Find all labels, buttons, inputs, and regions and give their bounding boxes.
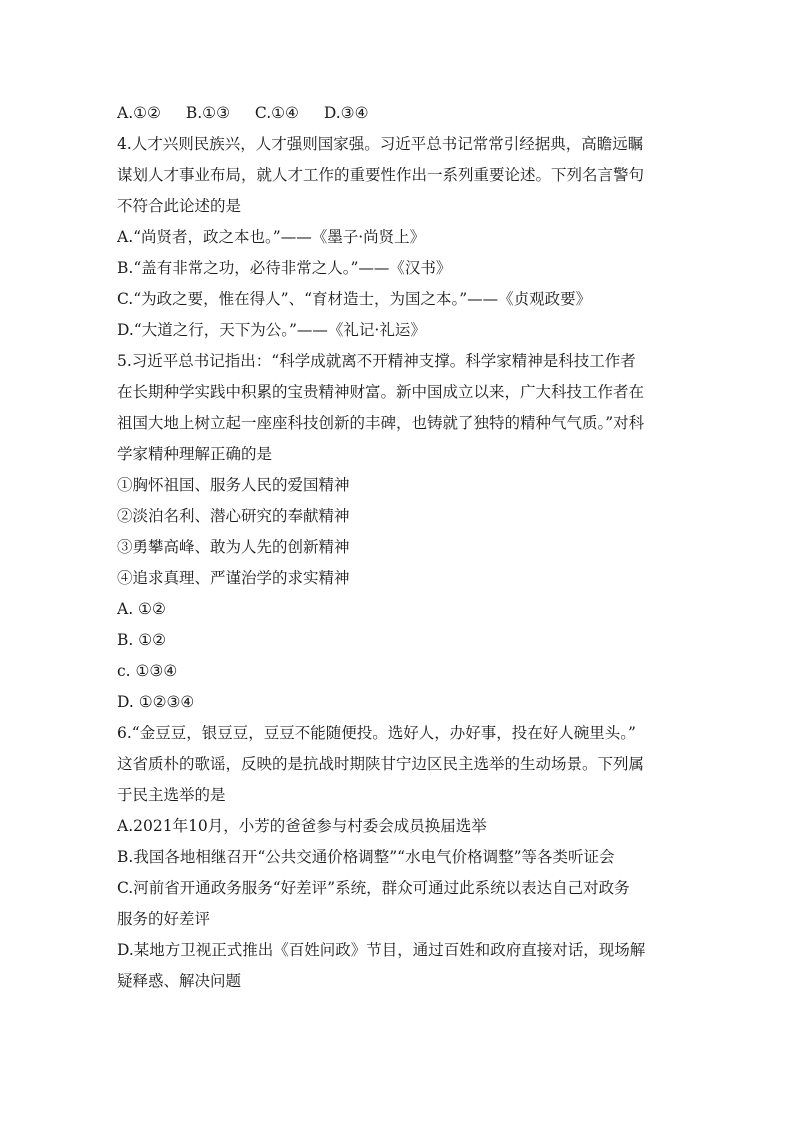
q3-options <box>117 98 677 129</box>
q4-option-d: D.“大道之行，天下为公。”——《礼记·礼运》 <box>117 321 426 339</box>
q3-option-b: B.①③ <box>185 104 230 122</box>
q5-option-c: c. ①③④ <box>117 662 178 680</box>
q4-stem-line: 不符合此论述的是 <box>117 197 242 215</box>
q4-stem-line: 4.人才兴则民族兴，人才强则国家强。习近平总书记常常引经据典，高瞻远瞩 <box>117 135 644 153</box>
q5-option-b: B. ①② <box>117 631 167 649</box>
q6-option-d-cont: 疑释惑、解决问题 <box>117 972 242 990</box>
q6-option-c-cont: 服务的好差评 <box>117 910 211 928</box>
q4-option-c: C.“为政之要，惟在得人”、“育材造士，为国之本。”——《贞观政要》 <box>117 290 592 308</box>
q6-stem-line: 于民主选举的是 <box>117 786 226 804</box>
q4-option-a: A.“尚贤者，政之本也。”——《墨子·尚贤上》 <box>117 228 426 246</box>
q3-option-c: C.①④ <box>254 104 299 122</box>
q6-option-d: D.某地方卫视正式推出《百姓问政》节目，通过百姓和政府直接对话，现场解 <box>117 941 646 959</box>
exam-page <box>117 98 677 997</box>
q4-stem-line: 谋划人才事业布局，就人才工作的重要性作出一系列重要论述。下列名言警句 <box>117 166 645 184</box>
q5-stem-line: 祖国大地上树立起一座座科技创新的丰碑，也铸就了独特的精种气气质。”对科 <box>117 414 645 432</box>
q6-stem-line: 6.“金豆豆，银豆豆，豆豆不能随便投。选好人，办好事，投在好人碗里头。” <box>117 724 636 742</box>
question-4 <box>117 129 677 346</box>
question-5 <box>117 346 677 718</box>
q6-option-b: B.我国各地相继召开“公共交通价格调整”“水电气价格调整”等各类听证会 <box>117 848 615 866</box>
q5-option-d: D. ①②③④ <box>117 693 195 711</box>
q5-item-2: ②淡泊名利、潜心研究的奉献精神 <box>117 507 350 525</box>
q4-option-b: B.“盖有非常之功，必待非常之人。”——《汉书》 <box>117 259 452 277</box>
q5-option-a: A. ①② <box>117 600 166 618</box>
q6-option-a: A.2021年10月，小芳的爸爸参与村委会成员换届选举 <box>117 817 487 835</box>
q5-item-1: ①胸怀祖国、服务人民的爱国精神 <box>117 476 350 494</box>
q5-item-4: ④追求真理、严谨治学的求实精神 <box>117 569 350 587</box>
q5-stem-line: 5.习近平总书记指出：“科学成就离不开精神支撑。科学家精神是科技工作者 <box>117 352 636 370</box>
question-6 <box>117 718 677 997</box>
q6-option-c: C.河前省开通政务服务“好差评”系统，群众可通过此系统以表达自己对政务 <box>117 879 630 897</box>
q3-option-d: D.③④ <box>323 104 369 122</box>
q5-stem-line: 在长期种学实践中积累的宝贵精神财富。新中国成立以来，广大科技工作者在 <box>117 383 645 401</box>
q3-option-a: A.①② <box>117 104 161 122</box>
q5-stem-line: 学家精种理解正确的是 <box>117 445 273 463</box>
q5-item-3: ③勇攀高峰、敢为人先的创新精神 <box>117 538 350 556</box>
q6-stem-line: 这省质朴的歌谣，反映的是抗战时期陕甘宁边区民主选举的生动场景。下列属 <box>117 755 645 773</box>
